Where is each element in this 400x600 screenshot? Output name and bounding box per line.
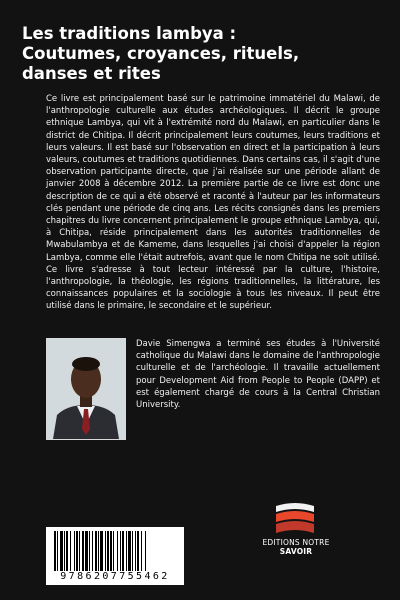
barcode-bar [107, 531, 109, 571]
barcode-bars [54, 531, 176, 571]
barcode-bar [95, 531, 97, 571]
barcode-bar [110, 531, 112, 571]
barcode-bar [92, 531, 93, 571]
author-bio: Davie Simengwa a terminé ses études à l'Université catholique du Malawi dans le domaine de l'anthropologie culturelle et de l'archéologie. Il travaille actuellement pour Development Aid from People to People (DAPP) et est également chargé de cours à la Central Christian University. [136, 339, 380, 411]
author-photo [46, 338, 126, 440]
barcode-bar [57, 531, 58, 571]
barcode-bar [135, 531, 136, 571]
barcode-bar [120, 531, 121, 571]
barcode-bar [70, 531, 71, 571]
barcode-bar [76, 531, 78, 571]
barcode-bar [89, 531, 90, 571]
barcode-bar [66, 531, 68, 571]
barcode-bar [113, 531, 114, 571]
publisher-logo [250, 500, 342, 556]
barcode-bar [105, 531, 106, 571]
barcode-bar [137, 531, 139, 571]
barcode-bar [54, 531, 56, 571]
title-line: danses et rites [22, 64, 161, 83]
author-portrait-image [47, 339, 125, 439]
barcode-bar [117, 531, 118, 571]
barcode-bar [122, 531, 124, 571]
barcode-bar [74, 531, 75, 571]
barcode-bar [132, 531, 133, 571]
barcode-bar [145, 531, 146, 571]
barcode-bar [60, 531, 63, 571]
publisher-name [250, 538, 342, 556]
barcode-bar [126, 531, 127, 571]
book-title [22, 24, 382, 84]
isbn-number: 9786207755462 [60, 571, 170, 582]
publisher-name-prefix: EDITIONS NOTRE [262, 538, 330, 547]
barcode-bar [79, 531, 80, 571]
barcode-bar [85, 531, 88, 571]
title-line: Les traditions lambya : [22, 24, 237, 43]
barcode-bar [82, 531, 84, 571]
barcode-bar [98, 531, 99, 571]
barcode-bar [141, 531, 142, 571]
publisher-name-bold: SAVOIR [279, 547, 313, 556]
isbn-barcode [46, 527, 184, 585]
barcode-bar [100, 531, 103, 571]
barcode-bar [128, 531, 131, 571]
book-stack-icon [272, 500, 318, 536]
barcode-bar [64, 531, 65, 571]
title-line: Coutumes, croyances, rituels, [22, 44, 300, 63]
book-summary: Ce livre est principalement basé sur le patrimoine immatériel du Malawi, de l'anthropologie culturelle aux études archéologiques. Il décrit le groupe ethnique Lambya, qui vit à l'extrémité nord du Malawi, en particulier dans le district de Chitipa. Il décrit principalement leurs coutumes, leurs traditions et leurs valeurs. Il est basé sur l'observation en direct et la participation à leurs valeurs, coutumes et traditions quotidiennes. Dans certains cas, il s'agit d'une observation participante directe, que j'ai réalisée sur une période allant de janvier 2008 à décembre 2012. La première partie de ce livre est donc une description de ce qui a été observé et raconté à l'auteur par les informateurs clés pendant une période de cinq ans. Les récits consignés dans les premiers chapitres du livre concernent principalement le groupe ethnique Lambya, qui, à Chitipa, réside principalement dans les autorités traditionnelles de Mwabulambya et de Kameme, dans lesquelles j'ai choisi d'appeler la région Lambya, comme elle l'était autrefois, avant que le nom Chitipa ne soit utilisé. Ce livre s'adresse à tout lecteur intéressé par la culture, l'histoire, l'anthropologie, la théologie, les régions traditionnelles, la littérature, les connaissances populaires et la sociologie à tous les niveaux. Il peut être utilisé dans le primaire, le secondaire et le supérieur. [46, 94, 380, 312]
